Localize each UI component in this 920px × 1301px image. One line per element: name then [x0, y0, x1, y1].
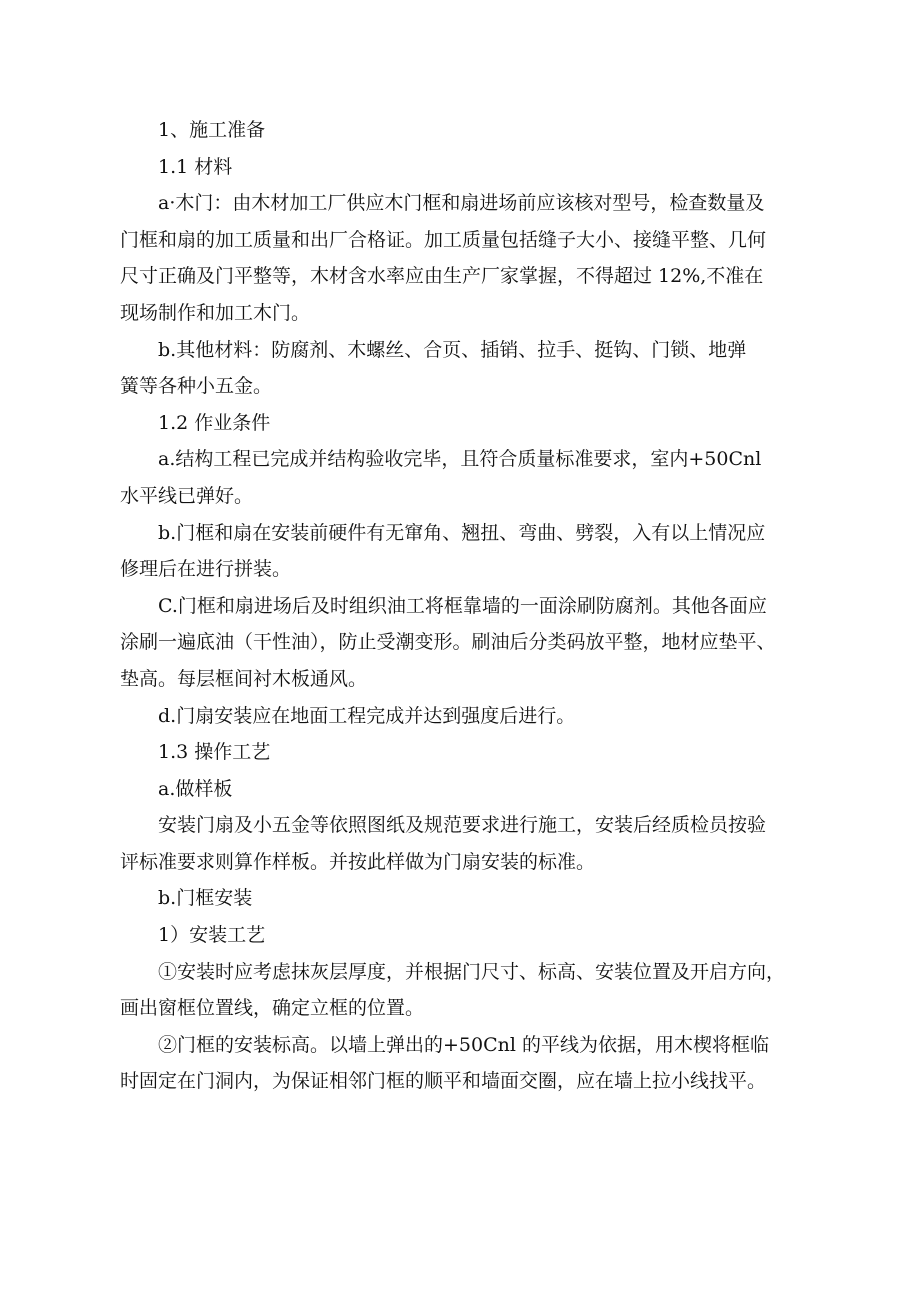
- paragraph-h1-2: [120, 405, 820, 442]
- text-line: 评标准要求则算作样板。并按此样做为门扇安装的标准。: [120, 850, 596, 873]
- text-line: 涂刷一遍底油（干性油），防止受潮变形。刷油后分类码放平整，地材应垫平、: [120, 631, 776, 654]
- text-line: 尺寸正确及门平整等，木材含水率应由生产厂家掌握，不得超过 12%,不准在: [120, 265, 764, 288]
- text-line: b.门框和扇在安装前硬件有无窜角、翘扭、弯曲、劈裂，入有以上情况应: [158, 521, 766, 544]
- text-line: 水平线已弹好。: [120, 484, 254, 507]
- text-line: 垫高。每层框间衬木板通风。: [120, 667, 368, 690]
- text-line: C.门框和扇进场后及时组织油工将框靠墙的一面涂刷防腐剂。其他各面应: [158, 594, 767, 617]
- text-line: 安装门扇及小五金等依照图纸及规范要求进行施工，安装后经质检员按验: [158, 814, 767, 837]
- paragraph-c-frame: [120, 588, 820, 698]
- paragraph-sample-desc: [120, 807, 820, 880]
- paragraph-h-process: [120, 917, 820, 954]
- text-line: 1）安装工艺: [158, 924, 266, 947]
- text-line: 簧等各种小五金。: [120, 375, 273, 398]
- text-line: b.门框安装: [158, 887, 253, 910]
- text-line: 现场制作和加工木门。: [120, 301, 311, 324]
- paragraph-a-door: [120, 185, 820, 331]
- text-line: a.做样板: [158, 777, 233, 800]
- text-line: 门框和扇的加工质量和出厂合格证。加工质量包括缝子大小、接缝平整、几何: [120, 228, 767, 251]
- text-line: 1.2 作业条件: [158, 411, 271, 434]
- text-line: 1、施工准备: [158, 119, 266, 141]
- text-line: a·木门：由木材加工厂供应木门框和扇进场前应该核对型号，检查数量及: [158, 192, 765, 215]
- text-line: b.其他材料：防腐剂、木螺丝、合页、插销、拉手、挺钩、门锁、地弹: [158, 338, 747, 361]
- paragraph-b-install: [120, 880, 820, 917]
- paragraph-d-door: [120, 698, 820, 735]
- paragraph-h1-1: [120, 149, 820, 186]
- paragraph-a-structure: [120, 441, 820, 514]
- text-line: 1.3 操作工艺: [158, 741, 271, 764]
- text-line: a.结构工程已完成并结构验收完毕，且符合质量标准要求，室内+50Cnl: [158, 448, 762, 471]
- text-line: ①安装时应考虑抹灰层厚度，并根据门尺寸、标高、安装位置及开启方向，: [158, 960, 786, 983]
- paragraph-h1-3: [120, 734, 820, 771]
- text-line: ②门框的安装标高。以墙上弹出的+50Cnl 的平线为依据，用木楔将框临: [158, 1033, 769, 1056]
- paragraph-b-materials: [120, 332, 820, 405]
- text-line: 画出窗框位置线，确定立框的位置。: [120, 997, 425, 1020]
- text-line: 时固定在门洞内，为保证相邻门框的顺平和墙面交圈，应在墙上拉小线找平。: [120, 1070, 767, 1093]
- paragraph-b-frame: [120, 515, 820, 588]
- text-line: 1.1 材料: [158, 155, 233, 178]
- text-line: 修理后在进行拼装。: [120, 558, 292, 581]
- text-line: d.门扇安装应在地面工程完成并达到强度后进行。: [158, 704, 576, 727]
- document-page: [120, 112, 820, 1100]
- paragraph-h1: [120, 112, 820, 149]
- paragraph-step-1: [120, 954, 820, 1027]
- paragraph-step-2: [120, 1027, 820, 1100]
- paragraph-a-sample: [120, 771, 820, 808]
